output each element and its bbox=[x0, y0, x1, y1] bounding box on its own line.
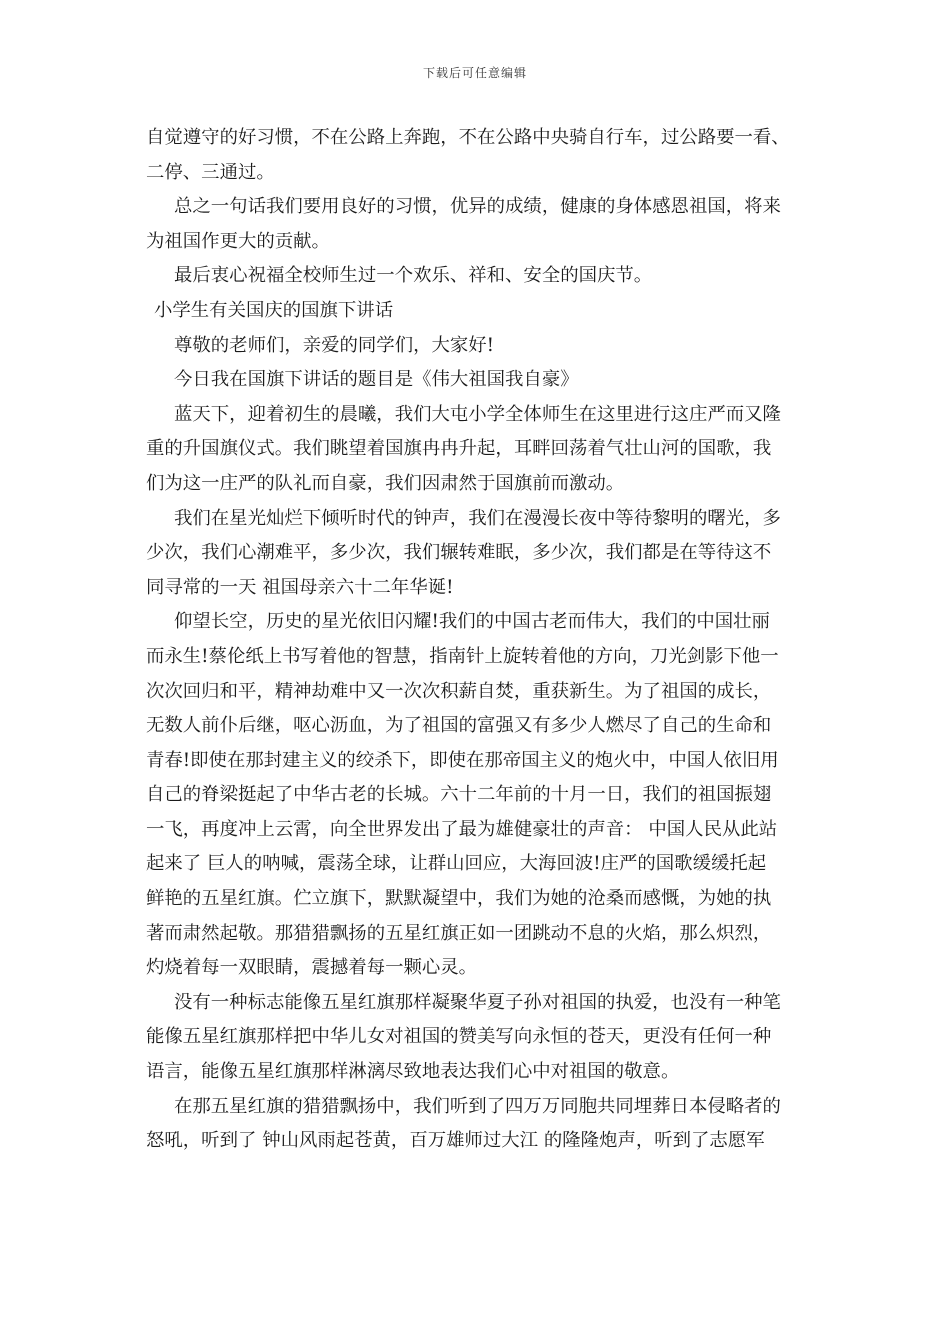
text-line: 而永生!蔡伦纸上书写着他的智慧，指南针上旋转着他的方向，刀光剑影下他一 bbox=[146, 645, 779, 667]
text-line: 为祖国作更大的贡献。 bbox=[146, 230, 330, 252]
text-line: 能像五星红旗那样把中华儿女对祖国的赞美写向永恒的苍天，更没有任何一种 bbox=[146, 1026, 772, 1048]
text-line: 无数人前仆后继，呕心沥血，为了祖国的富强又有多少人燃尽了自己的生命和 bbox=[146, 715, 772, 737]
text-line: 今日我在国旗下讲话的题目是《伟大祖国我自豪》 bbox=[174, 369, 579, 391]
text-line: 我们在星光灿烂下倾听时代的钟声，我们在漫漫长夜中等待黎明的曙光，多 bbox=[174, 507, 781, 529]
text-line: 起来了 巨人的呐喊，震荡全球，让群山回应，大海回波!庄严的国歌缓缓托起 bbox=[146, 853, 767, 875]
page-header: 下载后可任意编辑 bbox=[422, 66, 527, 80]
text-line: 少次，我们心潮难平，多少次，我们辗转难眠，多少次，我们都是在等待这不 bbox=[146, 542, 772, 564]
text-line: 怒吼，听到了 钟山风雨起苍黄，百万雄师过大江 的隆隆炮声，听到了志愿军 bbox=[146, 1130, 765, 1152]
text-line: 一飞，再度冲上云霄，向全世界发出了最为雄健豪壮的声音： 中国人民从此站 bbox=[146, 818, 778, 840]
text-line: 自觉遵守的好习惯，不在公路上奔跑，不在公路中央骑自行车，过公路要一看、 bbox=[146, 127, 790, 148]
text-line: 自己的脊梁挺起了中华古老的长城。六十二年前的十月一日，我们的祖国振翅 bbox=[146, 784, 772, 806]
text-line: 们为这一庄严的队礼而自豪，我们因肃然于国旗前而激动。 bbox=[146, 472, 625, 494]
text-line: 在那五星红旗的猎猎飘扬中，我们听到了四万万同胞共同埋葬日本侵略者的 bbox=[174, 1095, 781, 1117]
text-line: 同寻常的一天 祖国母亲六十二年华诞! bbox=[146, 576, 454, 598]
text-line: 重的升国旗仪式。我们眺望着国旗冉冉升起，耳畔回荡着气壮山河的国歌，我 bbox=[146, 438, 772, 460]
text-line: 语言，能像五星红旗那样淋漓尽致地表达我们心中对祖国的敬意。 bbox=[146, 1061, 680, 1083]
text-line: 最后衷心祝福全校师生过一个欢乐、祥和、安全的国庆节。 bbox=[174, 265, 653, 287]
text-line: 青春!即使在那封建主义的绞杀下，即使在那帝国主义的炮火中，中国人依旧用 bbox=[146, 749, 779, 771]
text-line: 次次回归和平，精神劫难中又一次次积薪自焚，重获新生。为了祖国的成长， bbox=[146, 680, 772, 702]
text-line: 仰望长空，历史的星光依旧闪耀!我们的中国古老而伟大，我们的中国壮丽 bbox=[174, 611, 770, 633]
text-line: 尊敬的老师们，亲爱的同学们，大家好! bbox=[174, 334, 495, 356]
text-line: 没有一种标志能像五星红旗那样凝聚华夏子孙对祖国的执爱，也没有一种笔 bbox=[174, 991, 781, 1013]
section-heading: 小学生有关国庆的国旗下讲话 bbox=[154, 299, 394, 321]
text-line: 二停、三通过。 bbox=[146, 161, 275, 183]
text-line: 总之一句话我们要用良好的习惯，优异的成绩，健康的身体感恩祖国，将来 bbox=[174, 196, 781, 218]
text-line: 蓝天下，迎着初生的晨曦，我们大屯小学全体师生在这里进行这庄严而又隆 bbox=[174, 403, 781, 425]
document-body bbox=[146, 121, 836, 1159]
text-line: 灼烧着每一双眼睛，震撼着每一颗心灵。 bbox=[146, 957, 478, 979]
text-line: 著而肃然起敬。那猎猎飘扬的五星红旗正如一团跳动不息的火焰，那么炽烈， bbox=[146, 922, 772, 944]
text-line: 鲜艳的五星红旗。伫立旗下，默默凝望中，我们为她的沧桑而感慨，为她的执 bbox=[146, 888, 772, 910]
